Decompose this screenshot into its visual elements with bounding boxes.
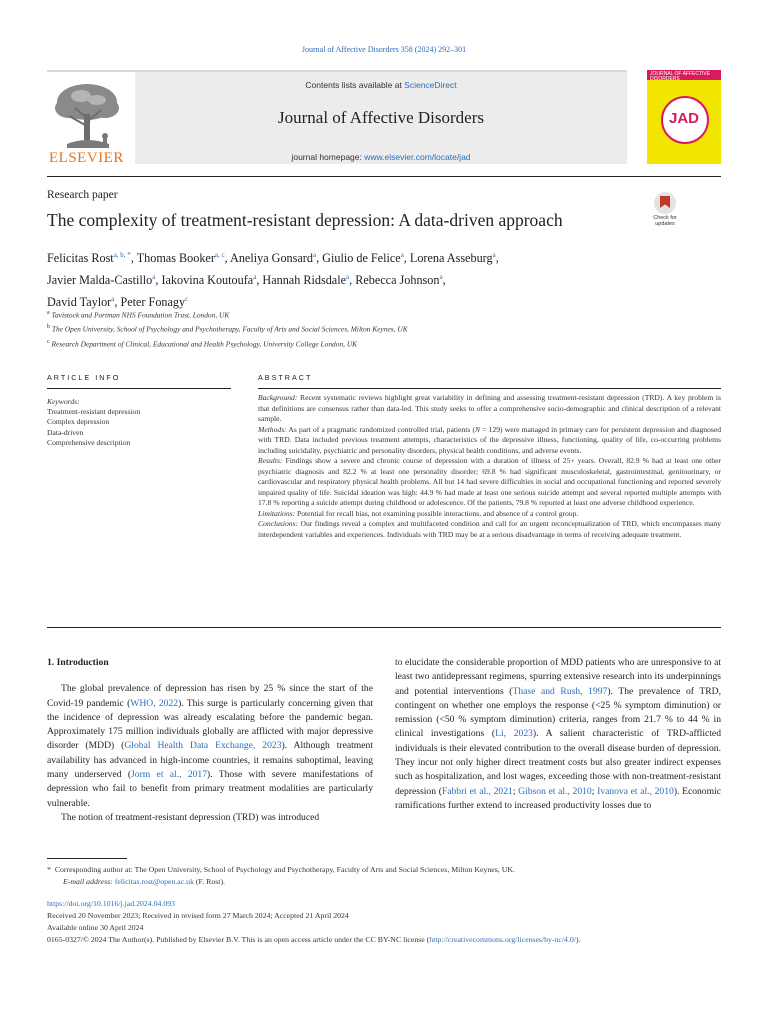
author-affiliation-marker[interactable]: a bbox=[439, 273, 443, 282]
author[interactable]: Giulio de Felice bbox=[322, 251, 401, 266]
article-info-rule bbox=[47, 388, 231, 389]
abstract-rule-bottom bbox=[47, 627, 721, 628]
citation-link[interactable]: Global Health Data Exchange, 2023 bbox=[124, 740, 282, 752]
abstract-text: Potential for recall bias, not examining possible interactions, and absence of a control group. bbox=[295, 508, 579, 518]
body-text: ). A salient characteristic of TRD-afflicted individuals is their elevated contribution to the overall disease burden of depression. They incur not only higher direct treatment costs but also greater indirect expenses such as hospitalization, and lost wages, exceeding those with non-treatment-resistant depression ( bbox=[395, 728, 721, 797]
affiliation-marker: b bbox=[47, 324, 50, 331]
author-affiliation-marker[interactable]: a bbox=[111, 295, 115, 304]
citation-separator: ; bbox=[512, 785, 519, 797]
journal-masthead bbox=[47, 70, 721, 164]
author-separator: , bbox=[349, 273, 356, 288]
author-affiliation-marker[interactable]: a, b, * bbox=[113, 251, 131, 259]
author[interactable]: Lorena Asseburg bbox=[409, 251, 493, 266]
body-text: ). The prevalence of TRD, contingent on whether one employs the response (<25 % symptom diminution) or remission (<50 % symptom diminution) criteria, ranges from 21.7 % to 44 % in clinical investigations ( bbox=[395, 685, 721, 740]
article-title: The complexity of treatment-resistant depression: A data-driven approach bbox=[47, 210, 563, 230]
author[interactable]: Rebecca Johnson bbox=[355, 273, 440, 288]
author-affiliation-marker[interactable]: a bbox=[253, 273, 257, 282]
article-info-heading: ARTICLE INFO bbox=[47, 373, 121, 382]
author-list bbox=[47, 246, 687, 312]
author-affiliation-marker[interactable]: a bbox=[346, 273, 350, 282]
author[interactable]: Iakovina Koutoufa bbox=[161, 273, 254, 288]
author-affiliation-marker[interactable]: a bbox=[312, 251, 317, 259]
author-affiliation-marker[interactable]: c bbox=[185, 295, 189, 304]
publication-info bbox=[47, 898, 721, 946]
abstract-text: Findings show a severe and chronic course of depression with a duration of illness of 25+ years. Overall, 82.9 % had at least one other psychiatric diagnosis and 82.2 % at least one personality disorder; 69.8 % had significant musculoskeletal, gastrointestinal, genitourinary, or cardiovascular and respiratory physical health problems. All but 14 had severe difficulties in social and occupational functioning and reported severely impaired quality of life. Suicidal ideation was high: 44.9 % had made at least one serious suicide attempt and several reported multiple attempts with 17.8 % reporting a suicide attempt during childhood or adolescence. Of the patients, 79.8 % reported at least one adverse childhood experience. bbox=[258, 456, 721, 507]
author-separator: , bbox=[403, 251, 410, 266]
cover-abbrev: JAD bbox=[669, 110, 700, 127]
license-text: ). bbox=[575, 935, 581, 945]
body-text: The global prevalence of depression has risen by 25 % since the start of the Covid-19 pandemic ( bbox=[47, 683, 373, 709]
author[interactable]: Hannah Ridsdale bbox=[262, 273, 346, 288]
abstract-results bbox=[258, 456, 721, 509]
author[interactable]: Aneliya Gonsard bbox=[230, 251, 313, 266]
citation-link[interactable]: Gibson et al., 2010 bbox=[518, 785, 592, 797]
abstract-methods bbox=[258, 425, 721, 457]
body-paragraph bbox=[47, 682, 373, 811]
abstract-text: = 129) were managed in primary care for persistent depression and diagnosed with TRD. Data included previous treatment attempts, characteristics of the depressive illness, functioning, quality of life, co-occurring problems including suicidality, psychiatric and personality disorders, physical health conditions, and adverse events. bbox=[258, 424, 721, 455]
keywords-label: Keywords: bbox=[47, 397, 80, 406]
crossmark-icon bbox=[654, 192, 676, 214]
author[interactable]: Javier Malda-Castillo bbox=[47, 273, 153, 288]
body-text: ). Although treatment availability has advanced in high-income countries, it remains suboptimal, leaving many underserved ( bbox=[47, 740, 373, 781]
affiliation bbox=[47, 321, 687, 335]
affiliation-marker: c bbox=[47, 338, 50, 345]
cover-title: JOURNAL OF AFFECTIVE DISORDERS bbox=[650, 71, 711, 83]
author-affiliation-marker[interactable]: a bbox=[492, 251, 496, 259]
abstract-text: As part of a pragmatic randomized controlled trial, patients ( bbox=[286, 424, 475, 434]
body-text: ). Those with severe manifestations of depression who fail to benefit from primary treatment modalities are particularly vulnerable. bbox=[47, 769, 373, 809]
author[interactable]: Peter Fonagy bbox=[120, 295, 186, 310]
author-affiliation-marker[interactable]: a bbox=[400, 251, 404, 259]
body-paragraph bbox=[395, 656, 721, 813]
crossmark-label: Check for updates bbox=[653, 215, 677, 228]
author-separator: , bbox=[224, 251, 231, 266]
masthead-bottom-rule bbox=[47, 176, 721, 177]
author[interactable]: David Taylor bbox=[47, 295, 112, 310]
keywords-block bbox=[47, 397, 231, 448]
abstract-label: Background: bbox=[258, 393, 298, 402]
body-paragraph: The notion of treatment-resistant depression (TRD) was introduced bbox=[61, 811, 320, 823]
contents-prefix: Contents lists available at bbox=[305, 80, 405, 90]
affiliation-marker: a bbox=[47, 310, 50, 316]
abstract-label: Conclusions: bbox=[258, 519, 299, 528]
author-separator: , bbox=[155, 273, 162, 288]
affiliation-text: Research Department of Clinical, Educational and Health Psychology, University College London, UK bbox=[51, 339, 358, 349]
contents-line bbox=[135, 80, 627, 90]
journal-cover-image bbox=[647, 70, 721, 164]
footnote-marker: * bbox=[47, 865, 51, 874]
author[interactable]: Felicitas Rost bbox=[47, 251, 114, 266]
email-link[interactable]: felicitas.rost@open.ac.uk bbox=[114, 877, 194, 886]
email-label: E-mail address: bbox=[63, 877, 113, 886]
author-separator: , bbox=[442, 273, 446, 288]
running-head[interactable]: Journal of Affective Disorders 358 (2024) 292–301 bbox=[301, 45, 467, 54]
keyword: Comprehensive description bbox=[47, 437, 131, 447]
footnote-rule bbox=[47, 858, 127, 859]
citation-link[interactable]: Fabbri et al., 2021 bbox=[441, 785, 513, 797]
citation-link[interactable]: Thase and Rush, 1997 bbox=[512, 685, 608, 697]
author-separator: , bbox=[495, 251, 499, 266]
author-separator: , bbox=[256, 273, 263, 288]
journal-title: Journal of Affective Disorders bbox=[278, 108, 484, 127]
abstract-rule-top bbox=[258, 388, 721, 389]
affiliation-text: The Open University, School of Psychology and Psychotherapy, Faculty of Arts and Social Sciences, Milton Keynes, UK bbox=[51, 324, 408, 334]
publisher-name: ELSEVIER bbox=[49, 150, 124, 166]
citation-link[interactable]: Li, 2023 bbox=[495, 728, 533, 740]
license-text: 0165-0327/© 2024 The Author(s). Published by Elsevier B.V. This is an open access article under the CC BY-NC license ( bbox=[47, 935, 430, 945]
author-separator: , bbox=[316, 251, 323, 266]
affiliation-text: Tavistock and Portman NHS Foundation Trust, London, UK bbox=[51, 310, 230, 320]
doi-link[interactable]: https://doi.org/10.1016/j.jad.2024.04.093 bbox=[47, 899, 176, 908]
author-separator: , bbox=[114, 295, 121, 310]
abstract-label: Results: bbox=[258, 456, 283, 465]
abstract-label: Methods: bbox=[258, 424, 287, 434]
author-separator: , bbox=[130, 251, 137, 266]
citation-separator: ; bbox=[591, 785, 598, 797]
citation-link[interactable]: WHO, 2022 bbox=[130, 697, 179, 709]
author-affiliation-marker[interactable]: a bbox=[152, 273, 156, 282]
body-text: ). This surge is particularly concerning given that the incidence of depression was already escalating before the pandemic began. Approximately 175 million individuals globally are afflicted with major depressive disorder (MDD) ( bbox=[47, 697, 373, 752]
author[interactable]: Thomas Booker bbox=[136, 251, 215, 266]
check-for-updates-button[interactable] bbox=[648, 192, 682, 232]
homepage-line bbox=[135, 152, 627, 162]
abstract-label: Limitations: bbox=[258, 508, 296, 518]
keyword: Data-driven bbox=[47, 427, 84, 437]
footnotes bbox=[47, 864, 721, 888]
corresponding-author-text: Corresponding author at: The Open University, School of Psychology and Psychotherapy, Faculty of Arts and Social Sciences, Milton Keynes, UK. bbox=[54, 865, 515, 874]
body-column-left bbox=[47, 656, 373, 825]
email-note bbox=[47, 876, 721, 888]
author-affiliation-marker[interactable]: a, c bbox=[214, 251, 225, 259]
abstract-conclusions bbox=[258, 519, 721, 540]
received-dates: Received 20 November 2023; Received in revised form 27 March 2024; Accepted 21 April 2024 bbox=[47, 911, 349, 921]
license-statement bbox=[47, 934, 721, 946]
abstract-limitations bbox=[258, 509, 721, 520]
abstract-text: Our findings reveal a complex and multifaceted condition and call for an urgent reconceptualization of TRD, which encompasses many interdependent variables and experiences. Individuals with TRD may be at a serious disadvantage in terms of receiving adequate treatment. bbox=[258, 519, 721, 539]
sciencedirect-link[interactable]: ScienceDirect bbox=[404, 80, 457, 90]
citation-link[interactable]: Jorm et al., 2017 bbox=[131, 769, 208, 781]
homepage-prefix: journal homepage: bbox=[291, 152, 365, 162]
affiliation bbox=[47, 336, 687, 350]
abstract-heading: ABSTRACT bbox=[258, 373, 313, 382]
license-link[interactable]: http://creativecommons.org/licenses/by-nc/4.0/ bbox=[429, 935, 576, 945]
corresponding-author-note bbox=[47, 864, 721, 876]
body-text: ). Economic ramifications further extend to increased productivity losses due to bbox=[395, 785, 721, 811]
keyword: Treatment-resistant depression bbox=[47, 407, 141, 417]
email-suffix: (F. Rost). bbox=[193, 877, 225, 886]
body-column-right bbox=[395, 656, 721, 813]
article-type: Research paper bbox=[47, 189, 118, 201]
masthead-banner bbox=[135, 72, 627, 164]
homepage-link[interactable]: www.elsevier.com/locate/jad bbox=[364, 152, 471, 162]
affiliation-list bbox=[47, 307, 687, 350]
online-date: Available online 30 April 2024 bbox=[47, 923, 144, 933]
section-heading: 1. Introduction bbox=[47, 657, 109, 668]
sample-size-symbol: N bbox=[474, 424, 481, 434]
abstract-body bbox=[258, 393, 721, 540]
affiliation bbox=[47, 307, 687, 321]
keyword: Complex depression bbox=[47, 417, 110, 427]
abstract-background bbox=[258, 393, 721, 425]
abstract-text: Recent systematic reviews highlight great variability in defining and assessing treatment-resistant depression (TRD). A key problem is that definitions are consensus rather than data-led. This study seeks to offer a comprehensive socio-demographic and clinical description of a relevant sample. bbox=[258, 393, 721, 423]
body-text: to elucidate the considerable proportion of MDD patients who are unresponsive to at least two antidepressant regimens, spurring extensive research into its underpinnings and potential interventions ( bbox=[395, 657, 721, 697]
citation-link[interactable]: Ivanova et al., 2010 bbox=[597, 785, 674, 797]
